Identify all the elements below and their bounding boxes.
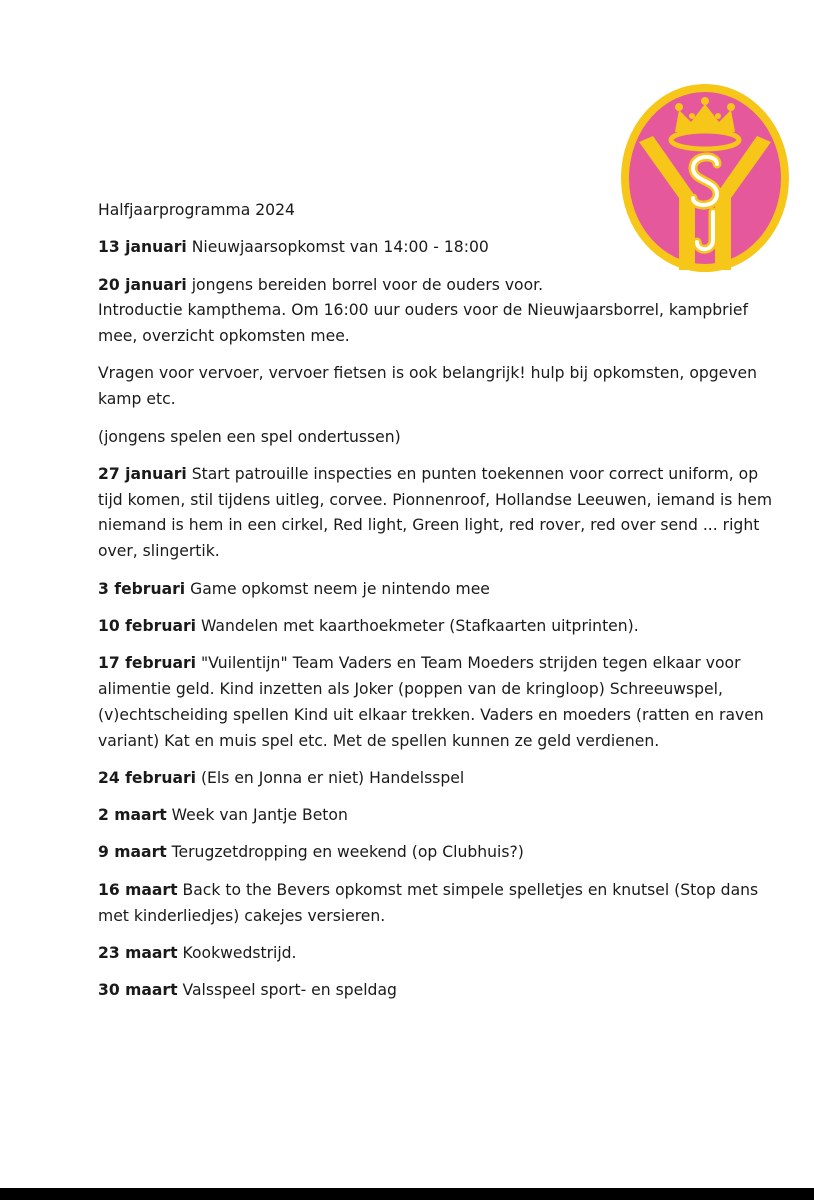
entry-text: (Els en Jonna er niet) Handelsspel: [196, 768, 465, 787]
program-entry: [98, 766, 778, 792]
entry-text: Nieuwjaarsopkomst van 14:00 - 18:00: [186, 238, 489, 257]
program-entry: [98, 614, 778, 640]
program-entry: [98, 361, 778, 413]
entry-date: 10 februari: [98, 616, 197, 635]
entry-text: Back to the Bevers opkomst met simpele spelletjes en knutsel (Stop dans met kinderliedjes) cakejes versieren.: [98, 880, 759, 925]
program-entry: [98, 941, 778, 967]
entry-date: 20 januari: [98, 275, 187, 294]
entry-text: (jongens spelen een spel ondertussen): [98, 427, 401, 446]
program-entry: [98, 878, 778, 930]
program-entry: [98, 840, 778, 866]
program-entry: [98, 978, 778, 1004]
entry-text: jongens bereiden borrel voor de ouders voor. Introductie kampthema. Om 16:00 uur ouders voor de Nieuwjaarsborrel, kampbrief mee, overzicht opkomsten mee.: [98, 275, 749, 346]
entry-text: Terugzetdropping en weekend (op Clubhuis?): [166, 843, 524, 862]
program-entry: [98, 273, 778, 350]
entry-text: Kookwedstrijd.: [177, 943, 297, 962]
entry-text: Wandelen met kaarthoekmeter (Stafkaarten uitprinten).: [196, 616, 639, 635]
program-document: [98, 198, 778, 1015]
program-entry: [98, 803, 778, 829]
entry-date: 13 januari: [98, 238, 187, 257]
entry-text: Valsspeel sport- en speldag: [177, 981, 397, 1000]
program-entry: [98, 577, 778, 603]
entry-text: "Vuilentijn" Team Vaders en Team Moeders strijden tegen elkaar voor alimentie geld. Kind inzetten als Joker (poppen van de kringloop) Schreeuwspel, (v)echtscheiding spellen Kind uit elkaar trekken. Vaders en moeders (ratten en raven variant) Kat en muis spel etc. Met de spellen kunnen ze geld verdienen.: [98, 654, 764, 750]
program-entry: [98, 651, 778, 754]
program-entry: [98, 235, 778, 261]
program-entry: [98, 425, 778, 451]
program-entry: [98, 462, 778, 565]
entry-date: 27 januari: [98, 464, 187, 483]
entry-date: 16 maart: [98, 880, 178, 899]
entry-date: 2 maart: [98, 806, 167, 825]
document-title: Halfjaarprogramma 2024: [98, 201, 295, 219]
bottom-bar: [0, 1188, 814, 1200]
entry-date: 9 maart: [98, 843, 167, 862]
entry-date: 30 maart: [98, 981, 178, 1000]
entry-date: 3 februari: [98, 579, 186, 598]
entry-text: Vragen voor vervoer, vervoer fietsen is ook belangrijk! hulp bij opkomsten, opgeven kamp etc.: [98, 364, 757, 409]
entry-text: Game opkomst neem je nintendo mee: [185, 579, 490, 598]
program-entries: [98, 235, 778, 1004]
entry-date: 23 maart: [98, 943, 178, 962]
entry-text: Week van Jantje Beton: [166, 806, 348, 825]
entry-text: Start patrouille inspecties en punten toekennen voor correct uniform, op tijd komen, stil tijdens uitleg, corvee. Pionnenroof, Hollandse Leeuwen, iemand is hem niemand is hem in een cirkel, Red light, Green light, red rover, red over send ... right over, slingertik.: [98, 464, 773, 561]
entry-date: 24 februari: [98, 768, 197, 787]
entry-date: 17 februari: [98, 654, 197, 673]
